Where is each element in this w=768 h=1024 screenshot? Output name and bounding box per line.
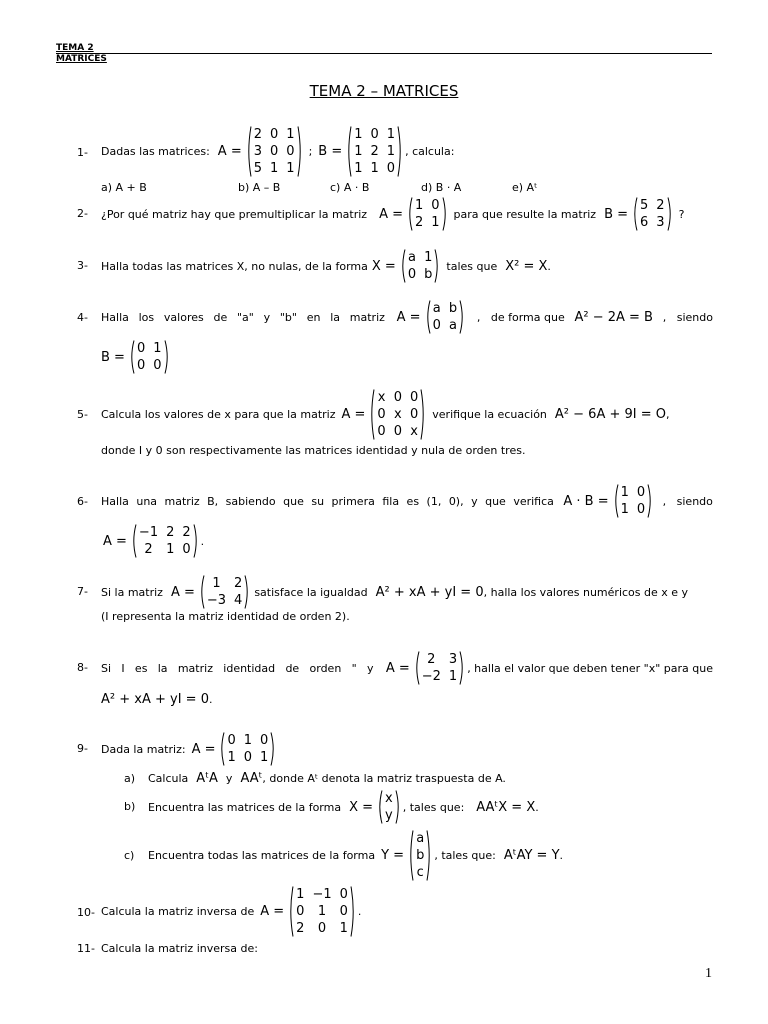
problem-8-end: .	[208, 692, 213, 706]
matrix-cell: 1	[317, 903, 327, 919]
right-bracket	[193, 524, 199, 558]
matrix-cell: x	[393, 406, 402, 422]
problem-9-c-tail: .	[559, 848, 564, 862]
matrix-A	[414, 651, 465, 685]
problem-6-A-label: A =	[103, 533, 127, 549]
matrix-cell: 2	[253, 126, 262, 142]
matrix-cell: −1	[312, 886, 332, 902]
problem-2-number: 2-	[77, 207, 88, 220]
problem-4-number: 4-	[77, 311, 88, 324]
problem-10-statement	[101, 885, 361, 937]
matrix-cell: 2	[182, 525, 191, 540]
matrix-cell: 1	[354, 143, 363, 159]
matrix-cell: 0	[270, 143, 279, 159]
problem-6-equation: A · B =	[563, 493, 609, 509]
problem-7-tail: , halla los valores numéricos de x e y	[483, 585, 689, 599]
problem-4-statement	[101, 299, 713, 335]
word: matriz	[177, 661, 213, 675]
matrix-entries	[406, 249, 435, 283]
matrix-cell: 0	[377, 406, 386, 422]
problem-9-c-mid: , tales que:	[434, 848, 496, 862]
problem-10-text: Calcula la matriz inversa de	[101, 904, 255, 918]
problem-3-number: 3-	[77, 259, 88, 272]
matrix-cell: 0	[636, 485, 646, 500]
problem-8-A-label: A =	[385, 660, 410, 676]
problem-11-text: Calcula la matriz inversa de:	[101, 942, 258, 955]
word: "	[351, 661, 357, 675]
matrix-cell: 0	[386, 160, 396, 176]
problem-9-text: Dada la matriz:	[101, 742, 186, 756]
right-bracket	[459, 300, 465, 334]
problem-1-part-c: c) A · B	[330, 181, 370, 194]
right-bracket	[244, 575, 250, 609]
matrix-cell: b	[416, 847, 425, 863]
problem-2-text: ¿Por qué matriz hay que premultiplicar la matriz	[101, 207, 368, 221]
problem-3-equation: X² = X	[505, 258, 548, 274]
problem-10-A-label: A =	[260, 903, 285, 919]
matrix-cell: y	[385, 808, 393, 823]
problem-9-b-statement	[148, 789, 539, 825]
word: en	[306, 310, 321, 324]
matrix-cell: 0	[409, 406, 419, 422]
word: que	[485, 494, 506, 508]
problem-9-c-equation: AᵗAY = Y	[503, 847, 560, 863]
problem-4-matrix-group	[395, 300, 467, 334]
word: sabiendo	[225, 494, 276, 508]
word: y	[263, 310, 271, 324]
right-bracket	[459, 651, 465, 685]
matrix-cell: c	[416, 864, 424, 880]
problem-7-text: Si la matriz	[101, 585, 163, 599]
word: los	[138, 310, 155, 324]
matrix-B	[129, 340, 170, 374]
word: una	[136, 494, 158, 508]
matrix-cell: 1	[370, 160, 379, 176]
matrix-entries	[375, 389, 420, 440]
matrix-entries	[137, 524, 193, 558]
word: que	[283, 494, 304, 508]
problem-9-c-statement	[148, 829, 563, 881]
matrix-cell: a	[432, 301, 441, 316]
matrix-cell: 1	[270, 160, 279, 176]
matrix-A	[407, 197, 448, 231]
right-bracket	[395, 790, 401, 824]
matrix-cell: 0	[370, 126, 379, 142]
problem-9-b-mid: , tales que:	[402, 800, 465, 814]
separator: ;	[308, 144, 313, 158]
problem-9-b-text: Encuentra las matrices de la forma	[148, 800, 342, 814]
right-bracket	[434, 249, 440, 283]
matrix-cell: 1	[448, 669, 458, 684]
problem-5-equation: A² − 6A + 9I = O	[554, 406, 666, 422]
matrix-A	[288, 886, 356, 937]
problem-8-condition	[101, 690, 212, 708]
problem-3-tail: .	[547, 259, 551, 273]
matrix-cell: a	[416, 830, 425, 846]
problem-4-condition	[101, 339, 172, 375]
right-bracket	[667, 197, 673, 231]
matrix-cell: 5	[640, 198, 649, 213]
matrix-cell: 1	[296, 886, 305, 902]
problem-4-equation: A² − 2A = B	[574, 309, 653, 325]
matrix-entries	[414, 830, 426, 881]
problem-9-b-tail: .	[535, 800, 539, 814]
matrix-cell: 2	[166, 525, 175, 540]
problem-9-a-tail: , donde Aᵗ denota la matriz traspuesta de A.	[262, 771, 506, 785]
matrix-cell: 0	[393, 389, 402, 405]
problem-9-a-statement	[148, 768, 506, 788]
matrix-entries	[420, 651, 459, 685]
problem-9-b-equation: AAᵗX = X	[476, 799, 536, 815]
word: la	[157, 661, 168, 675]
problem-9-statement	[101, 731, 278, 767]
matrix-B	[632, 197, 673, 231]
problem-9-b-X-label: X =	[349, 799, 374, 815]
problem-5-statement	[101, 388, 669, 440]
matrix-A	[199, 575, 250, 609]
matrix-entries	[225, 732, 270, 766]
problem-6-number: 6-	[77, 495, 88, 508]
matrix-cell: 2	[656, 198, 665, 213]
problem-7-number: 7-	[77, 585, 88, 598]
matrix-cell: 0	[270, 126, 279, 142]
matrix-entries	[294, 886, 350, 937]
word: identidad	[223, 661, 276, 675]
matrix-entries	[638, 197, 667, 231]
matrix-A	[246, 126, 303, 177]
matrix-cell: 0	[409, 389, 419, 405]
matrix-X	[400, 249, 441, 283]
problem-6-equation-group	[561, 484, 655, 518]
matrix-cell: b	[424, 267, 433, 282]
matrix-cell: 2	[296, 920, 305, 936]
problem-2-A-label: A =	[379, 206, 403, 222]
problem-5-number: 5-	[77, 408, 88, 421]
matrix-cell: 0	[243, 750, 253, 765]
matrix-cell: 0	[286, 143, 295, 159]
word: orden	[309, 661, 342, 675]
problem-7-statement	[101, 574, 688, 610]
problem-4-B-label: B =	[101, 349, 125, 365]
matrix-A	[219, 732, 276, 766]
matrix-cell: 3	[253, 143, 262, 159]
problem-7-A-label: A =	[170, 584, 195, 600]
matrix-Y	[408, 830, 432, 881]
right-bracket	[270, 732, 276, 766]
problem-2-tail: ?	[678, 207, 685, 221]
problem-4-mid: , de forma que	[476, 310, 565, 324]
matrix-cell: −2	[421, 669, 441, 684]
matrix-cell: 1	[153, 341, 162, 356]
problem-4-A-label: A =	[396, 309, 421, 325]
matrix-X	[377, 790, 401, 824]
matrix-cell: 2	[370, 143, 379, 159]
problem-1-part-e: e) Aᵗ	[512, 181, 538, 194]
problem-1-part-b: b) A – B	[238, 181, 281, 194]
problem-2-statement	[101, 196, 684, 232]
word: Halla	[101, 310, 129, 324]
right-bracket	[297, 126, 303, 177]
problem-1-B-label: B =	[318, 143, 343, 159]
word: "b"	[279, 310, 297, 324]
matrix-cell: 1	[620, 485, 629, 500]
matrix-cell: 1	[212, 576, 221, 591]
right-bracket	[442, 197, 448, 231]
matrix-B	[346, 126, 403, 177]
matrix-cell: x	[410, 423, 418, 439]
matrix-cell: 1	[386, 143, 396, 159]
problem-4-tail: , siendo	[662, 310, 713, 324]
matrix-entries	[383, 790, 395, 824]
matrix-cell: 1	[620, 502, 629, 517]
word: es	[134, 661, 148, 675]
matrix-cell: 0	[377, 423, 386, 439]
matrix-entries	[252, 126, 297, 177]
word: Halla	[101, 494, 129, 508]
problem-6-end: .	[200, 534, 205, 548]
matrix-cell: a	[449, 318, 457, 333]
word: de	[213, 310, 228, 324]
matrix-cell: 0	[136, 358, 146, 373]
problem-5-line2: donde I y 0 son respectivamente las matrices identidad y nula de orden tres.	[101, 444, 526, 457]
problem-8-matrix-group	[384, 651, 713, 685]
problem-3-mid: tales que	[446, 259, 498, 273]
problem-5-tail: ,	[665, 407, 670, 421]
matrix-cell: 1	[260, 750, 269, 765]
matrix-entries	[135, 340, 164, 374]
matrix-A	[369, 389, 426, 440]
matrix-cell: 0	[339, 886, 348, 902]
matrix-cell: 0	[260, 733, 269, 748]
right-bracket	[647, 484, 653, 518]
matrix-cell: 1	[354, 160, 363, 176]
matrix-cell: 0	[153, 358, 162, 373]
matrix-cell: 1	[227, 750, 236, 765]
page-title: TEMA 2 – MATRICES	[309, 82, 459, 100]
word: matriz	[349, 310, 385, 324]
matrix-cell: 1	[243, 733, 253, 748]
problem-8-statement	[101, 650, 713, 686]
right-bracket	[420, 389, 426, 440]
word: B,	[207, 494, 219, 508]
matrix-cell: 1	[339, 920, 348, 936]
problem-1-part-d: d) B · A	[421, 181, 462, 194]
right-bracket	[426, 830, 432, 881]
problem-3-X-label: X =	[371, 258, 396, 274]
matrix-cell: a	[407, 250, 416, 265]
word: y	[366, 661, 374, 675]
problem-9-c-label: c)	[124, 849, 135, 862]
problem-7-equation: A² + xA + yI = 0	[375, 584, 484, 600]
word: 0),	[448, 494, 464, 508]
matrix-cell: 3	[448, 652, 458, 667]
matrix-cell: 0	[182, 542, 191, 557]
page-number: 1	[705, 966, 712, 981]
matrix-cell: 0	[393, 423, 402, 439]
matrix-cell: 2	[234, 576, 243, 591]
right-bracket	[397, 126, 403, 177]
problem-7-mid: satisface la igualdad	[254, 585, 368, 599]
problem-5-A-label: A =	[341, 406, 366, 422]
matrix-entries	[352, 126, 397, 177]
problem-9-a-eq2: AAᵗ	[240, 770, 263, 786]
problem-9-a-text: Calcula	[148, 771, 189, 785]
problem-8-number: 8-	[77, 661, 88, 674]
word: Si	[101, 661, 112, 675]
problem-9-number: 9-	[77, 742, 88, 755]
problem-5-text: Calcula los valores de x para que la matriz	[101, 407, 336, 421]
matrix-entries	[413, 197, 442, 231]
problem-7-line2: (I representa la matriz identidad de orden 2).	[101, 610, 350, 623]
problem-1-text: Dadas las matrices:	[101, 144, 210, 158]
matrix-cell: 3	[656, 215, 665, 230]
word: verifica	[513, 494, 554, 508]
word: de	[285, 661, 300, 675]
problem-3-text: Halla todas las matrices X, no nulas, de la forma	[101, 259, 368, 273]
problem-9-A-label: A =	[191, 741, 216, 757]
word: I	[121, 661, 125, 675]
problem-10-tail: .	[357, 904, 362, 918]
problem-8-tail: , halla el valor que deben tener "x" para que	[467, 661, 713, 675]
header-topic: TEMA 2	[56, 43, 94, 53]
matrix-cell: 0	[431, 198, 440, 213]
word: primera	[331, 494, 375, 508]
right-bracket	[164, 340, 170, 374]
problem-8-equation: A² + xA + yI = 0	[101, 691, 209, 707]
matrix-cell: −1	[138, 525, 159, 540]
problem-2-B-label: B =	[604, 206, 629, 222]
problem-1-tail: , calcula:	[405, 144, 455, 158]
matrix-cell: x	[377, 389, 386, 405]
matrix-cell: 4	[234, 593, 243, 608]
word: (1,	[426, 494, 442, 508]
matrix-A	[131, 524, 199, 558]
matrix-cell: 0	[407, 267, 417, 282]
matrix-cell: x	[385, 791, 393, 806]
matrix-A	[425, 300, 466, 334]
word: fila	[382, 494, 400, 508]
header-rule	[56, 53, 712, 54]
problem-6-condition	[101, 523, 204, 559]
problem-10-number: 10-	[77, 906, 95, 919]
problem-9-a-y: y	[225, 771, 233, 785]
word: valores	[163, 310, 204, 324]
matrix-cell: b	[448, 301, 458, 316]
matrix-cell: −3	[206, 593, 227, 608]
matrix-cell: 2	[427, 652, 436, 667]
matrix-entries	[205, 575, 244, 609]
problem-9-c-Y-label: Y =	[381, 847, 405, 863]
matrix-cell: 0	[227, 733, 236, 748]
matrix-AB	[613, 484, 654, 518]
matrix-cell: 1	[166, 542, 175, 557]
matrix-cell: 1	[414, 198, 424, 213]
matrix-cell: 0	[317, 920, 327, 936]
matrix-cell: 0	[432, 318, 441, 333]
problem-9-b-label: b)	[124, 800, 136, 813]
word: la	[330, 310, 341, 324]
problem-1-number: 1-	[77, 146, 88, 159]
matrix-cell: 6	[640, 215, 649, 230]
problem-1-statement	[101, 125, 454, 177]
matrix-cell: 0	[636, 502, 646, 517]
word: es	[406, 494, 420, 508]
problem-3-statement	[101, 248, 551, 284]
matrix-cell: 0	[136, 341, 146, 356]
matrix-cell: 1	[424, 250, 433, 265]
matrix-cell: 2	[144, 542, 153, 557]
word: matriz	[164, 494, 200, 508]
matrix-cell: 0	[339, 903, 348, 919]
problem-9-a-label: a)	[124, 772, 136, 785]
problem-1-A-label: A =	[217, 143, 242, 159]
matrix-cell: 2	[414, 215, 424, 230]
word: y	[471, 494, 478, 508]
word: su	[311, 494, 325, 508]
problem-6-tail: , siendo	[662, 494, 713, 508]
right-bracket	[350, 886, 356, 937]
problem-5-mid: verifique la ecuación	[432, 407, 547, 421]
problem-2-mid: para que resulte la matriz	[453, 207, 597, 221]
matrix-entries	[619, 484, 648, 518]
header-subtitle: MATRICES	[56, 54, 107, 64]
matrix-cell: 0	[296, 903, 305, 919]
problem-9-a-eq1: AᵗA	[196, 770, 218, 786]
word: "a"	[236, 310, 254, 324]
problem-6-statement	[101, 483, 713, 519]
matrix-cell: 1	[431, 215, 440, 230]
matrix-entries	[431, 300, 460, 334]
matrix-cell: 5	[253, 160, 262, 176]
problem-1-part-a: a) A + B	[101, 181, 147, 194]
problem-11-number: 11-	[77, 942, 95, 955]
matrix-cell: 1	[286, 160, 295, 176]
matrix-cell: 1	[354, 126, 363, 142]
matrix-cell: 1	[386, 126, 396, 142]
problem-9-c-text: Encuentra todas las matrices de la forma	[148, 848, 376, 862]
matrix-cell: 1	[286, 126, 295, 142]
